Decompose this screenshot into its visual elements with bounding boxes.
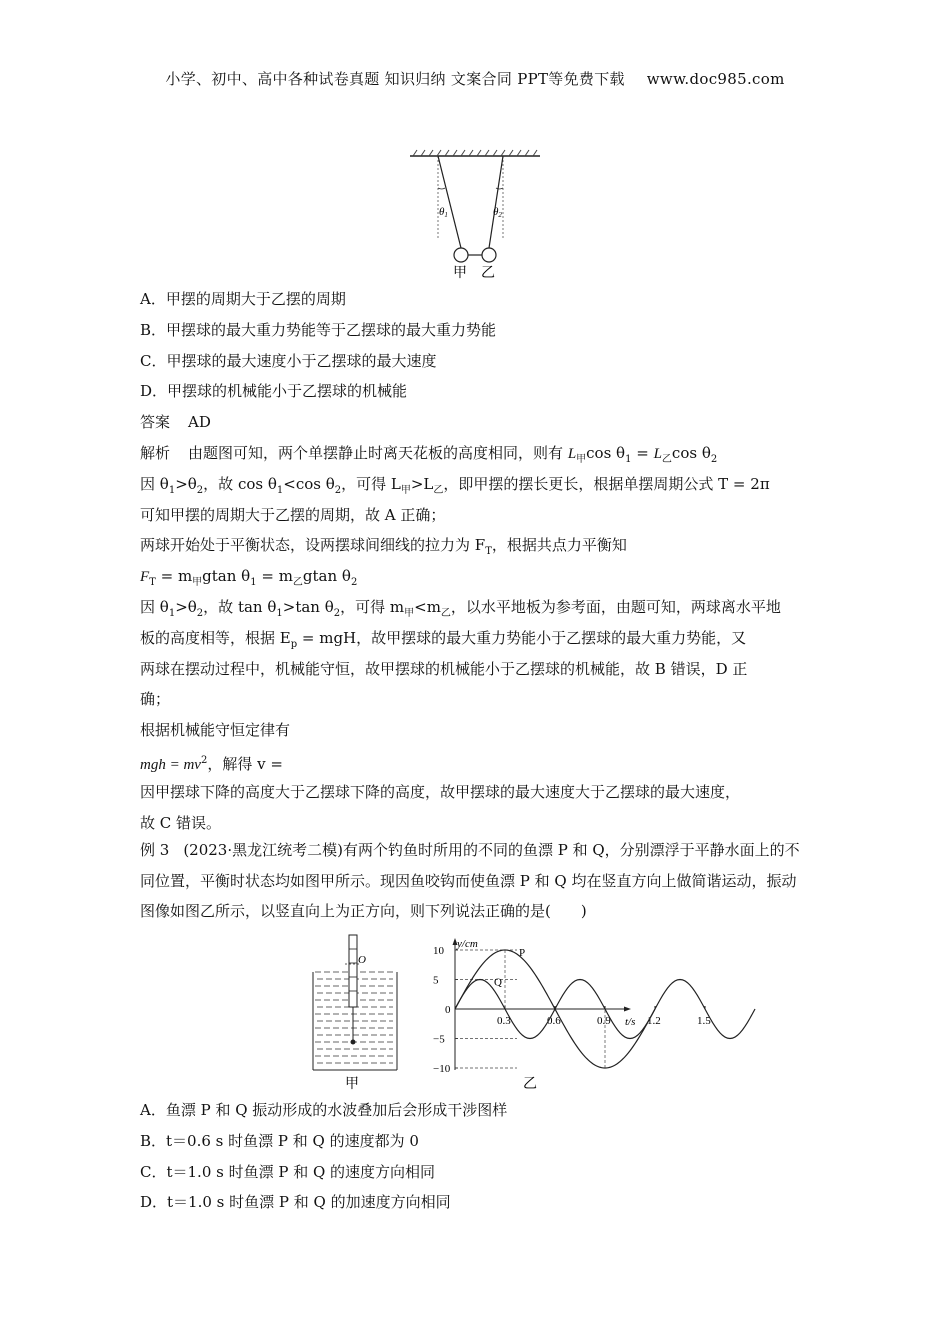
ex3-option-a: A．鱼漂 P 和 Q 振动形成的水波叠加后会形成干涉图样 xyxy=(140,1101,508,1119)
example-text: (2023·黑龙江统考二模)有两个钓鱼时所用的不同的鱼漂 P 和 Q，分别漂浮于平静水面上的不同位置，平衡时状态均如图甲所示。现因鱼咬钩而使鱼漂 P 和 Q 均在竖直方向上做简谐运动，振动图像如图乙所示，以竖直向上为正方向，则下列说法正确的是( ) xyxy=(140,841,800,920)
analysis-line-13: 故 C 错误。 xyxy=(140,813,222,832)
ball-right xyxy=(482,248,496,262)
analysis-line-7: 板的高度相等，根据 $E_p$ = mgH，故甲摆球的最大重力势能小于乙摆球的最大重力势能，又 xyxy=(140,628,747,650)
y-tick-label: −10 xyxy=(433,1063,451,1075)
x-tick-label: 1.5 xyxy=(697,1015,711,1027)
analysis-line-1: 解析 由题图可知，两个单摆静止时离天花板的高度相同，则有 $L_甲\cos$ $\theta_1 = L_乙\cos$ $\theta_2$ xyxy=(140,443,718,465)
series-P-label: P xyxy=(519,947,526,959)
answer-label: 答案 xyxy=(140,413,171,432)
series-Q-label: Q xyxy=(494,976,502,989)
label-jia: 甲 xyxy=(453,266,467,281)
x-tick-label: 1.2 xyxy=(647,1015,661,1027)
x-tick-label: 0.3 xyxy=(497,1015,511,1027)
analysis-line-3: 可知甲摆的周期大于乙摆的周期，故 A 正确； xyxy=(140,505,446,524)
analysis-label: 解析 xyxy=(140,443,171,462)
water-tank xyxy=(313,935,397,1092)
x-tick-label: 0.9 xyxy=(597,1015,611,1027)
pendulum-figure xyxy=(405,148,545,283)
string-left xyxy=(438,156,461,248)
string-right xyxy=(489,156,503,248)
fig-label-yi: 乙 xyxy=(523,1077,537,1092)
origin-label: 0 xyxy=(445,1004,451,1016)
label-yi: 乙 xyxy=(481,266,495,281)
example-3 xyxy=(140,835,810,927)
ex3-option-c: C．t＝1.0 s 时鱼漂 P 和 Q 的速度方向相同 xyxy=(140,1162,436,1181)
analysis-line-10: 根据机械能守恒定律有 xyxy=(140,721,291,740)
y-tick-label: 5 xyxy=(433,974,439,987)
vibration-chart xyxy=(433,938,755,1092)
ex3-option-d: D．t＝1.0 s 时鱼漂 P 和 Q 的加速度方向相同 xyxy=(140,1193,451,1212)
y-tick-label: −5 xyxy=(433,1033,445,1046)
option-c: C．甲摆球的最大速度小于乙摆球的最大速度 xyxy=(140,351,437,370)
x-axis-label: t/s xyxy=(625,1016,636,1028)
analysis-line-9: 确； xyxy=(140,690,171,709)
analysis-line-2: 因 $\theta_1>\theta_2$，故 $\cos \theta_1<\cos$ $\theta_2$，可得 $L_甲>L_乙$，即甲摆的摆长更长，根据单摆周期公式 T = 2π xyxy=(140,474,770,496)
theta2-label: θ2 xyxy=(493,206,502,219)
ex3-options xyxy=(140,1095,810,1218)
ball-left xyxy=(454,248,468,262)
float-label-o: O xyxy=(358,954,366,966)
fig-label-jia: 甲 xyxy=(345,1077,359,1092)
ex3-option-b: B．t＝0.6 s 时鱼漂 P 和 Q 的速度都为 0 xyxy=(140,1131,419,1150)
x-tick-label: 0.6 xyxy=(547,1015,561,1027)
analysis-line-4: 两球开始处于平衡状态，设两摆球间细线的拉力为 $F_T$，根据共点力平衡知 xyxy=(140,536,627,558)
y-tick-label: 10 xyxy=(433,945,444,957)
analysis-line-11: mgh = $mv^2$，解得 v = xyxy=(140,754,283,773)
example-label: 例 3 xyxy=(140,841,170,859)
page-header xyxy=(0,68,950,89)
q2-block xyxy=(140,284,810,838)
option-b: B．甲摆球的最大重力势能等于乙摆球的最大重力势能 xyxy=(140,320,497,339)
analysis-line-8: 两球在摆动过程中，机械能守恒，故甲摆球的机械能小于乙摆球的机械能，故 B 错误，D 正 xyxy=(140,659,748,678)
header-text: 小学、初中、高中各种试卷真题 知识归纳 文案合同 PPT等免费下载 xyxy=(165,70,625,88)
analysis-line-5: $F_T = m_甲gtan$ $\theta_1 = m_乙gtan$ $\theta_2$ xyxy=(140,567,358,589)
float-figure xyxy=(305,932,711,1092)
answer-value: AD xyxy=(188,413,211,432)
analysis-line-12: 因甲摆球下降的高度大于乙摆球下降的高度，故甲摆球的最大速度大于乙摆球的最大速度， xyxy=(140,782,741,801)
y-axis-label: y/cm xyxy=(457,938,478,950)
theta1-label: θ1 xyxy=(439,206,448,219)
option-d: D．甲摆球的机械能小于乙摆球的机械能 xyxy=(140,382,408,401)
option-a: A．甲摆的周期大于乙摆的周期 xyxy=(140,290,346,308)
fishing-float xyxy=(349,935,357,1007)
header-url[interactable]: www.doc985.com xyxy=(646,70,785,88)
answer-line xyxy=(140,407,810,438)
analysis-line-6: 因 $\theta_1>\theta_2$，故 $\tan \theta_1>\tan$ $\theta_2$，可得 $m_甲<m_乙$，以水平地板为参考面，由题可知，两球离水平地 xyxy=(140,597,781,619)
